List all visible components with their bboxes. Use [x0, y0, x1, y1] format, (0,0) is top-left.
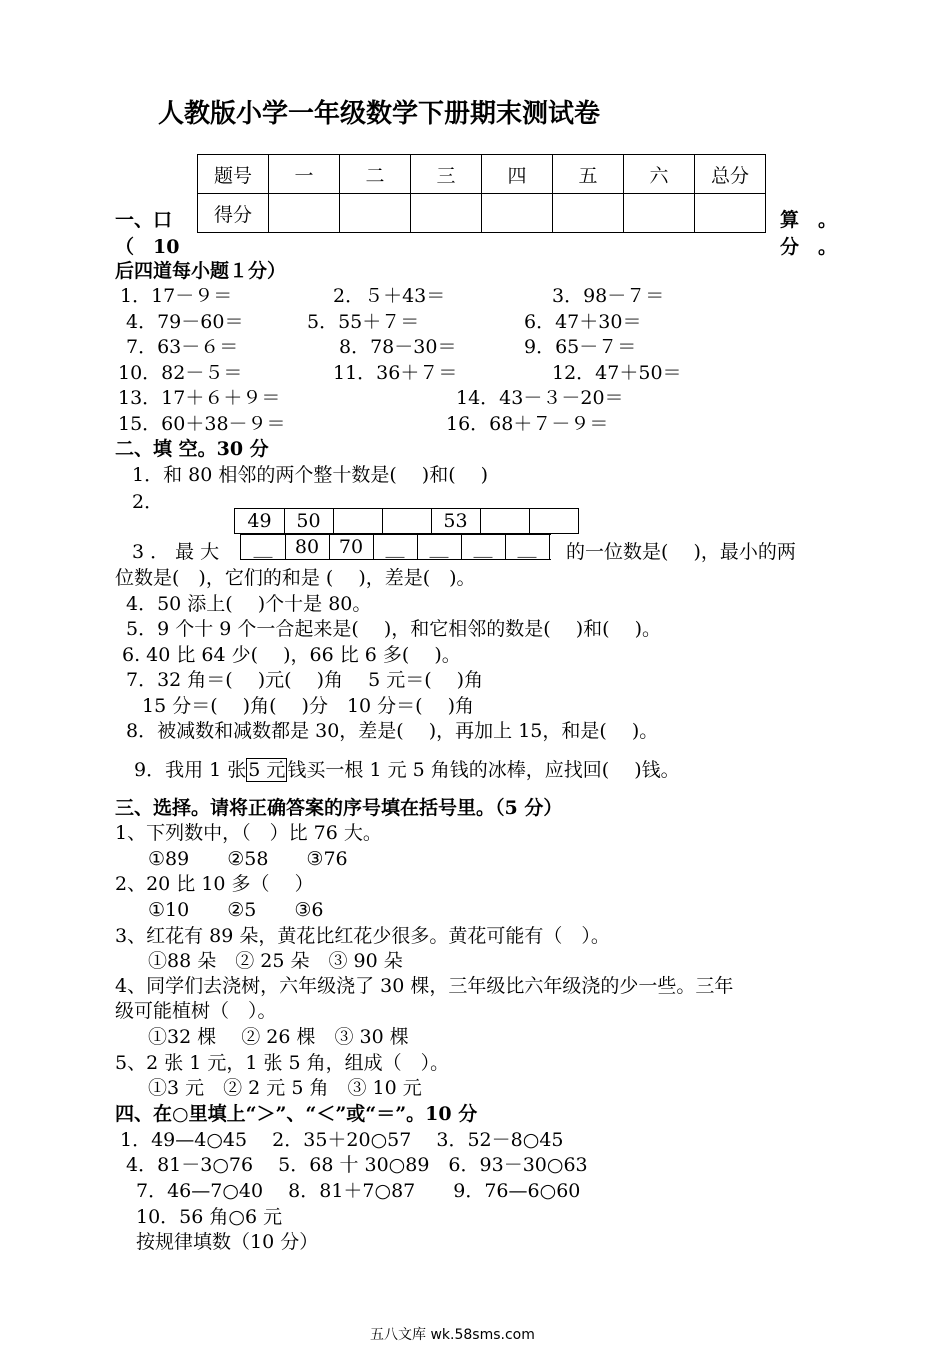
sec1-heading-left: 一、口 — [115, 209, 173, 231]
sequence-cell: 70 — [329, 535, 374, 559]
score-header-cell: 五 — [553, 155, 624, 194]
page-title: 人教版小学一年级数学下册期末测试卷 — [158, 99, 601, 129]
choice-question: 2、20 比 10 多（ ） — [115, 873, 314, 895]
choice-options: ①3 元 ② 2 元 5 角 ③ 10 元 — [148, 1077, 422, 1099]
choice-question: 1、下列数中，（ ）比 76 大。 — [115, 822, 382, 844]
choice-question: 级可能植树（ ）。 — [115, 1000, 277, 1022]
choice-options: ①10 ②5 ③6 — [148, 899, 324, 921]
score-input-cell[interactable] — [340, 194, 411, 233]
score-header-cell: 总分 — [695, 155, 766, 194]
sequence-cell — [529, 509, 579, 533]
score-table-score-row — [198, 194, 766, 233]
fill-question: 7．32 角＝( )元( )角 5 元＝( )角 — [126, 669, 484, 691]
score-header-cell: 三 — [411, 155, 482, 194]
score-input-cell[interactable] — [482, 194, 553, 233]
calc-item: 12．47＋50＝ — [552, 362, 682, 384]
sequence-cell: 49 — [235, 509, 285, 533]
fill-question — [134, 758, 680, 782]
sec1-heading-right-2: 分 。 — [780, 236, 838, 258]
sec4-heading: 四、在○里填上“＞”、“＜”或“＝”。10 分 — [115, 1103, 478, 1125]
sequence-cell: __ — [241, 535, 286, 559]
choice-question: 5、2 张 1 元，1 张 5 角，组成（ ）。 — [115, 1052, 450, 1074]
five-yuan-box: 5 元 — [248, 759, 286, 781]
score-table-header-row — [198, 155, 766, 194]
fill-question: 4．50 添上( )个十是 80。 — [126, 593, 372, 615]
fill-question: 5．9 个十 9 个一合起来是( )，和它相邻的数是( )和( )。 — [126, 618, 661, 640]
sec3-heading: 三、选择。请将正确答案的序号填在括号里。（5 分） — [115, 797, 563, 819]
sequence-cell — [382, 509, 432, 533]
calc-item: 6．47＋30＝ — [524, 311, 642, 333]
sequence-cell: 53 — [431, 509, 481, 533]
fill-question: 8．被减数和减数都是 30，差是( )，再加上 15，和是( )。 — [126, 720, 659, 742]
score-header-cell: 一 — [269, 155, 340, 194]
sequence-cell: __ — [461, 535, 506, 559]
compare-row: 4．81－3○76 5．68 十 30○89 6．93－30○63 — [126, 1154, 588, 1176]
score-header-cell: 六 — [624, 155, 695, 194]
question-text: 钱买一根 1 元 5 角钱的冰棒，应找回( )钱。 — [287, 759, 680, 781]
score-input-cell[interactable] — [411, 194, 482, 233]
compare-row: 10．56 角○6 元 — [136, 1206, 283, 1228]
sec1-heading-left-2: （ 10 — [115, 236, 180, 258]
sec5-heading: 按规律填数（10 分） — [136, 1231, 319, 1253]
calc-item: 1．17－９＝ — [120, 285, 233, 307]
calc-item: 13．17＋６＋９＝ — [118, 387, 281, 409]
sequence-cell: __ — [417, 535, 462, 559]
fill-question: 6. 40 比 64 少( )，66 比 6 多( )。 — [122, 644, 461, 666]
score-input-cell[interactable] — [553, 194, 624, 233]
calc-item: 3．98－７＝ — [552, 285, 665, 307]
sequence-cell: 80 — [285, 535, 330, 559]
calc-item: 5．55＋７＝ — [307, 311, 420, 333]
score-input-cell[interactable] — [269, 194, 340, 233]
sec1-heading-note: 后四道每小题１分） — [115, 260, 287, 282]
choice-options: ①89 ②58 ③76 — [148, 848, 348, 870]
number-sequence-row-1 — [234, 508, 579, 534]
choice-options: ①32 棵 ② 26 棵 ③ 30 棵 — [148, 1026, 409, 1048]
choice-options: ①88 朵 ② 25 朵 ③ 90 朵 — [148, 950, 403, 972]
sequence-cell — [333, 509, 383, 533]
fill-question: 1．和 80 相邻的两个整十数是( )和( ) — [132, 464, 489, 486]
fill-question: 位数是( )，它们的和是 ( )，差是( )。 — [115, 567, 476, 589]
calc-item: 4．79－60＝ — [126, 311, 244, 333]
score-input-cell[interactable] — [695, 194, 766, 233]
calc-item: 10．82－５＝ — [118, 362, 243, 384]
score-header-cell: 二 — [340, 155, 411, 194]
sec1-heading-right: 算 。 — [780, 209, 838, 231]
calc-item: 8．78－30＝ — [339, 336, 457, 358]
fill-question: 15 分＝( )角( )分 10 分＝( )角 — [142, 695, 475, 717]
calc-item: 7．63－６＝ — [126, 336, 239, 358]
fill-question: 3．最大 — [132, 541, 226, 563]
calc-item: 16．68＋７－９＝ — [446, 413, 609, 435]
calc-item: 9．65－７＝ — [524, 336, 637, 358]
footer-watermark: 五八文库 wk.58sms.com — [370, 1327, 535, 1343]
calc-item: 14．43－３－20＝ — [456, 387, 624, 409]
score-input-cell[interactable] — [624, 194, 695, 233]
score-row-label: 得分 — [198, 194, 269, 233]
sequence-cell — [480, 509, 530, 533]
fill-question: 2． — [132, 491, 164, 513]
choice-question: 4、同学们去浇树，六年级浇了 30 棵，三年级比六年级浇的少一些。三年 — [115, 975, 734, 997]
calc-item: 2．５＋43＝ — [333, 285, 446, 307]
compare-row: 7．46—7○40 8．81＋7○87 9．76—6○60 — [136, 1180, 581, 1202]
fill-question: 的一位数是( )，最小的两 — [566, 541, 796, 563]
calc-item: 15．60＋38－９＝ — [118, 413, 286, 435]
choice-question: 3、红花有 89 朵，黄花比红花少很多。黄花可能有（ ）。 — [115, 925, 610, 947]
calc-item: 11．36＋７＝ — [333, 362, 458, 384]
score-header-cell: 四 — [482, 155, 553, 194]
sequence-cell: 50 — [284, 509, 334, 533]
question-text: 9．我用 1 张 — [134, 759, 247, 781]
score-header-cell: 题号 — [198, 155, 269, 194]
score-table — [197, 154, 766, 233]
sec2-heading: 二、填 空。30 分 — [115, 438, 269, 460]
compare-row: 1．49—4○45 2．35＋20○57 3．52－8○45 — [120, 1129, 564, 1151]
sequence-cell: __ — [373, 535, 418, 559]
sequence-cell: __ — [505, 535, 550, 559]
number-sequence-row-2 — [240, 534, 551, 560]
